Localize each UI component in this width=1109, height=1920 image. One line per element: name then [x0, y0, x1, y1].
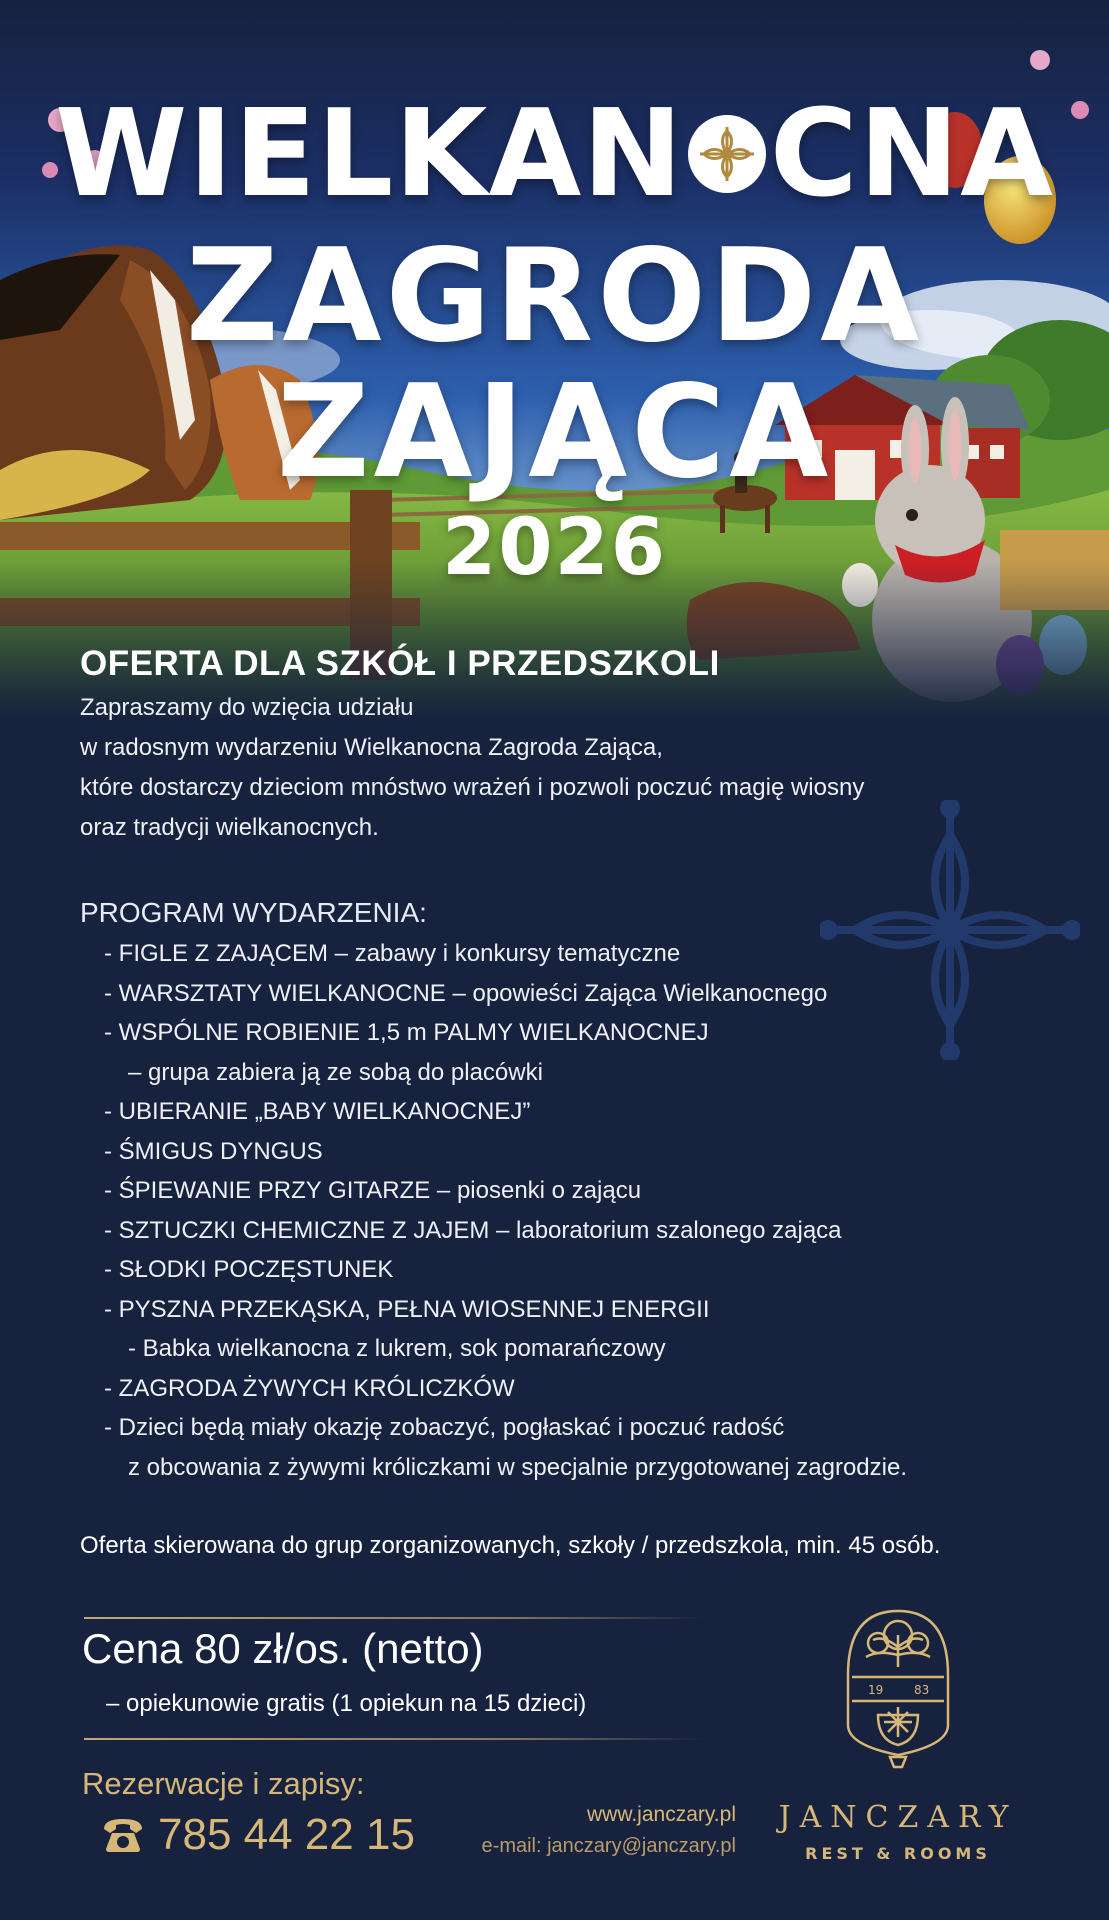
brand-tagline: REST & ROOMS — [805, 1844, 991, 1863]
janczary-logo-icon — [838, 1605, 958, 1770]
logo-year-left: 19 — [868, 1683, 884, 1697]
price-sub: – opiekunowie gratis (1 opiekun na 15 dzieci) — [106, 1690, 587, 1717]
intro-line: w radosnym wydarzeniu Wielkanocna Zagroda Zająca, — [80, 734, 663, 761]
phone-number-text: 785 44 22 15 — [158, 1810, 415, 1859]
program-subitem: - Babka wielkanocna z lukrem, sok pomarańczowy — [128, 1335, 666, 1362]
title-line-2: ZAGRODA — [185, 222, 924, 371]
email-link[interactable]: e-mail: janczary@janczary.pl — [481, 1835, 736, 1857]
logo-year-right: 83 — [914, 1683, 930, 1697]
title-year: 2026 — [441, 503, 668, 593]
program-item: - Dzieci będą miały okazję zobaczyć, pogłaskać i poczuć radość — [104, 1414, 785, 1441]
price-main: Cena 80 zł/os. (netto) — [82, 1625, 484, 1672]
program-item: - ZAGRODA ŻYWYCH KRÓLICZKÓW — [104, 1374, 515, 1402]
intro-line: oraz tradycji wielkanocnych. — [80, 814, 379, 841]
divider-bottom — [84, 1738, 704, 1740]
program-item: - UBIERANIE „BABY WIELKANOCNEJ” — [104, 1098, 531, 1125]
program-list — [80, 934, 1040, 1487]
program-subitem: – grupa zabiera ją ze sobą do placówki — [128, 1058, 543, 1086]
program-heading: PROGRAM WYDARZENIA: — [80, 897, 427, 928]
program-item: - PYSZNA PRZEKĄSKA, PEŁNA WIOSENNEJ ENERGII — [104, 1295, 710, 1323]
offer-note: Oferta skierowana do grup zorganizowanych, szkoły / przedszkola, min. 45 osób. — [80, 1532, 941, 1559]
website-link[interactable]: www.janczary.pl — [587, 1803, 736, 1826]
program-item: - WSPÓLNE ROBIENIE 1,5 m PALMY WIELKANOCNEJ — [104, 1019, 709, 1046]
program-item: - FIGLE Z ZAJĄCEM – zabawy i konkursy tematyczne — [104, 940, 681, 967]
phone-icon — [100, 1815, 146, 1855]
program-item: - SZTUCZKI CHEMICZNE Z JAJEM – laboratorium szalonego zająca — [104, 1216, 842, 1244]
program-item: - ŚPIEWANIE PRZY GITARZE – piosenki o zającu — [104, 1177, 642, 1204]
divider-top — [84, 1617, 704, 1619]
offer-content — [80, 640, 1040, 1487]
intro-line: które dostarczy dzieciom mnóstwo wrażeń i pozwoli poczuć magię wiosny — [80, 774, 865, 801]
program-item: - SŁODKI POCZĘSTUNEK — [104, 1256, 394, 1283]
offer-intro — [80, 688, 1040, 848]
offer-heading: OFERTA DLA SZKÓŁ I PRZEDSZKOLI — [80, 644, 720, 683]
program-item: - WARSZTATY WIELKANOCNE – opowieści Zająca Wielkanocnego — [104, 979, 828, 1007]
phone-number[interactable] — [100, 1810, 415, 1860]
star-ornament-icon — [688, 115, 766, 193]
brand-name: JANCZARY — [778, 1800, 1018, 1835]
intro-line: Zapraszamy do wzięcia udziału — [80, 694, 414, 721]
title-line-1: WIELKAN CNA — [54, 85, 1055, 224]
reservation-label: Rezerwacje i zapisy: — [82, 1766, 365, 1801]
program-item: - ŚMIGUS DYNGUS — [104, 1137, 323, 1165]
title-line-3: ZAJĄCA — [276, 358, 833, 507]
program-subitem: z obcowania z żywymi króliczkami w specjalnie przygotowanej zagrodzie. — [128, 1453, 907, 1481]
